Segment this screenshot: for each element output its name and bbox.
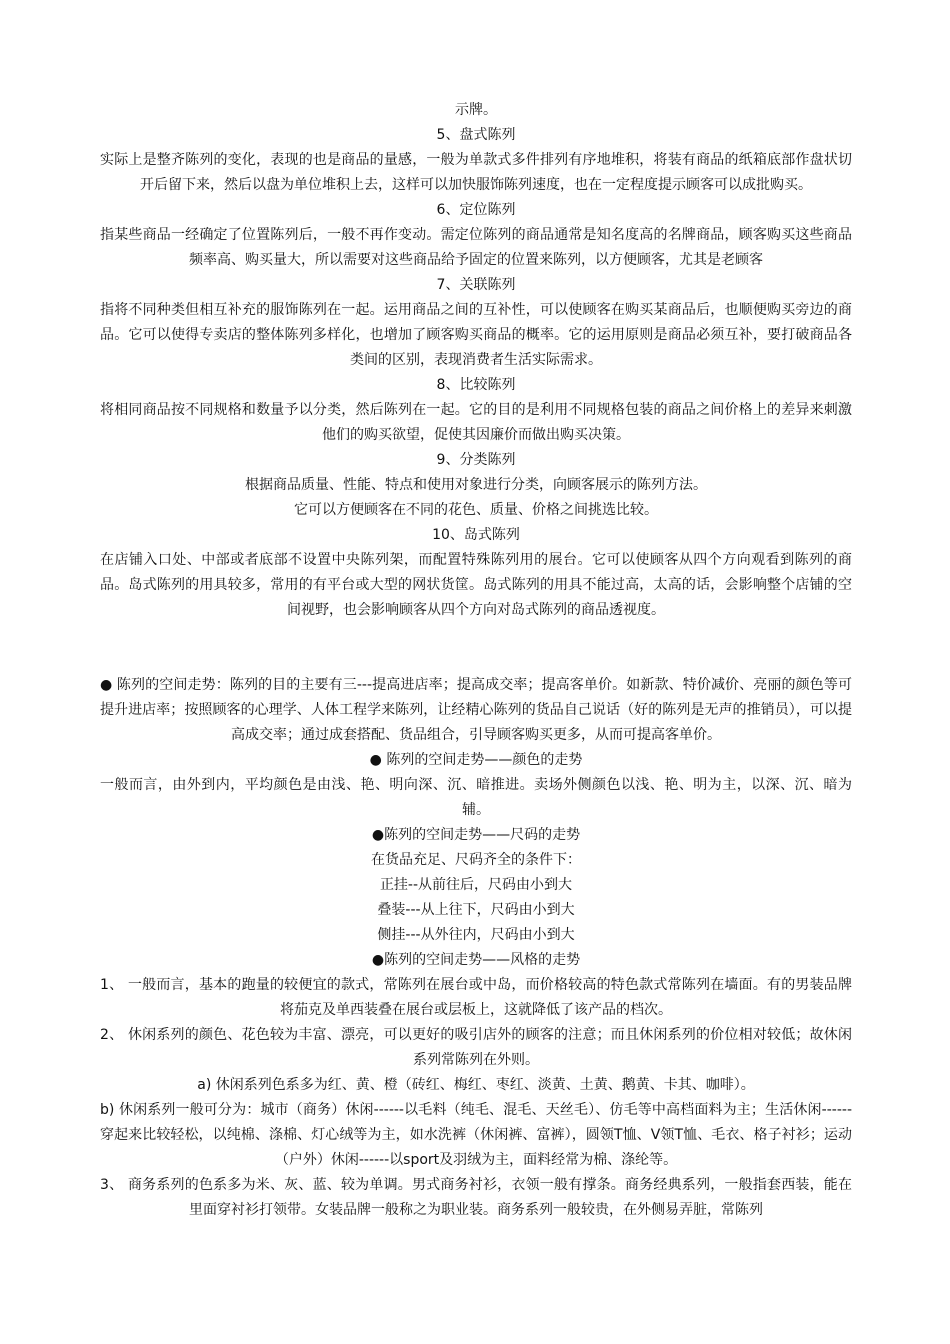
heading-size-trend: ●陈列的空间走势——尺码的走势 — [371, 827, 581, 843]
heading-color-trend: ● 陈列的空间走势——颜色的走势 — [369, 752, 583, 768]
heading-island-display: 10、岛式陈列 — [432, 527, 520, 543]
paragraph-island-display: 在店铺入口处、中部或者底部不设置中央陈列架，而配置特殊陈列用的展台。它可以使顾客从四个方向观看到陈列的商品。岛式陈列的用具较多，常用的有平台或大型的网状货筐。岛式陈列的用具不能过高，太高的话，会影响整个店铺的空间视野，也会影响顾客从四个方向对岛式陈列的商品透视度。 — [100, 552, 852, 618]
paragraph-comparison-display: 将相同商品按不同规格和数量予以分类，然后陈列在一起。它的目的是利用不同规格包装的商品之间价格上的差异来刺激他们的购买欲望，促使其因廉价而做出购买决策。 — [100, 402, 852, 443]
list-item-1: 1、 一般而言，基本的跑量的较便宜的款式，常陈列在展台或中岛，而价格较高的特色款式常陈列在墙面。有的男装品牌将茄克及单西装叠在展台或层板上，这就降低了该产品的档次。 — [100, 977, 852, 1018]
size-trend-line-4: 侧挂---从外往内，尺码由小到大 — [377, 927, 575, 943]
size-trend-line-1: 在货品充足、尺码齐全的条件下： — [371, 852, 581, 868]
heading-plate-display: 5、盘式陈列 — [436, 127, 516, 143]
paragraph-color-trend: 一般而言，由外到内，平均颜色是由浅、艳、明向深、沉、暗推进。卖场外侧颜色以浅、艳、明为主，以深、沉、暗为辅。 — [100, 777, 852, 818]
paragraph-fixed-display: 指某些商品一经确定了位置陈列后，一般不再作变动。需定位陈列的商品通常是知名度高的名牌商品，顾客购买这些商品频率高、购买量大，所以需要对这些商品给予固定的位置来陈列，以方便顾客，尤其是老顾客 — [100, 227, 852, 268]
paragraph-category-display-1: 根据商品质量、性能、特点和使用对象进行分类，向顾客展示的陈列方法。 — [245, 477, 707, 493]
heading-fixed-display: 6、定位陈列 — [436, 202, 516, 218]
continued-text: 示牌。 — [455, 102, 497, 118]
document-page — [100, 98, 852, 1223]
heading-comparison-display: 8、比较陈列 — [436, 377, 516, 393]
size-trend-line-3: 叠装---从上往下，尺码由小到大 — [377, 902, 575, 918]
list-item-2a: a) 休闲系列色系多为红、黄、橙（砖红、梅红、枣红、淡黄、土黄、鹅黄、卡其、咖啡）。 — [197, 1077, 755, 1093]
paragraph-space-trend-intro: ● 陈列的空间走势：陈列的目的主要有三---提高进店率；提高成交率；提高客单价。如新款、特价减价、亮丽的颜色等可提升进店率；按照顾客的心理学、人体工程学来陈列，让经精心陈列的货品自己说话（好的陈列是无声的推销员），可以提高成交率；通过成套搭配、货品组合，引导顾客购买更多，从而可提高客单价。 — [100, 677, 852, 743]
section-spacer — [100, 623, 852, 673]
paragraph-related-display: 指将不同种类但相互补充的服饰陈列在一起。运用商品之间的互补性，可以使顾客在购买某商品后，也顺便购买旁边的商品。它可以使得专卖店的整体陈列多样化，也增加了顾客购买商品的概率。它的运用原则是商品必须互补，要打破商品各类间的区别，表现消费者生活实际需求。 — [100, 302, 852, 368]
paragraph-category-display-2: 它可以方便顾客在不同的花色、质量、价格之间挑选比较。 — [294, 502, 658, 518]
heading-related-display: 7、关联陈列 — [436, 277, 516, 293]
list-item-2b: b) 休闲系列一般可分为：城市（商务）休闲------以毛料（纯毛、混毛、天丝毛）、仿毛等中高档面料为主；生活休闲------穿起来比较轻松，以纯棉、涤棉、灯心绒等为主，如水洗裤（休闲裤、富裤），圆领T恤、V领T恤、毛衣、格子衬衫；运动（户外）休闲------以sport及羽绒为主，面料经常为棉、涤纶等。 — [100, 1102, 852, 1168]
heading-style-trend: ●陈列的空间走势——风格的走势 — [371, 952, 581, 968]
list-item-3: 3、 商务系列的色系多为米、灰、蓝、较为单调。男式商务衬衫，衣领一般有撑条。商务经典系列，一般指套西装，能在里面穿衬衫打领带。女装品牌一般称之为职业装。商务系列一般较贵，在外侧易弄脏，常陈列 — [100, 1177, 852, 1218]
list-item-2: 2、 休闲系列的颜色、花色较为丰富、漂亮，可以更好的吸引店外的顾客的注意；而且休闲系列的价位相对较低；故休闲系列常陈列在外则。 — [100, 1027, 852, 1068]
paragraph-plate-display: 实际上是整齐陈列的变化，表现的也是商品的量感，一般为单款式多件排列有序地堆积，将装有商品的纸箱底部作盘状切开后留下来，然后以盘为单位堆积上去，这样可以加快服饰陈列速度，也在一定程度提示顾客可以成批购买。 — [100, 152, 852, 193]
heading-category-display: 9、分类陈列 — [436, 452, 516, 468]
size-trend-line-2: 正挂--从前往后，尺码由小到大 — [379, 877, 573, 893]
